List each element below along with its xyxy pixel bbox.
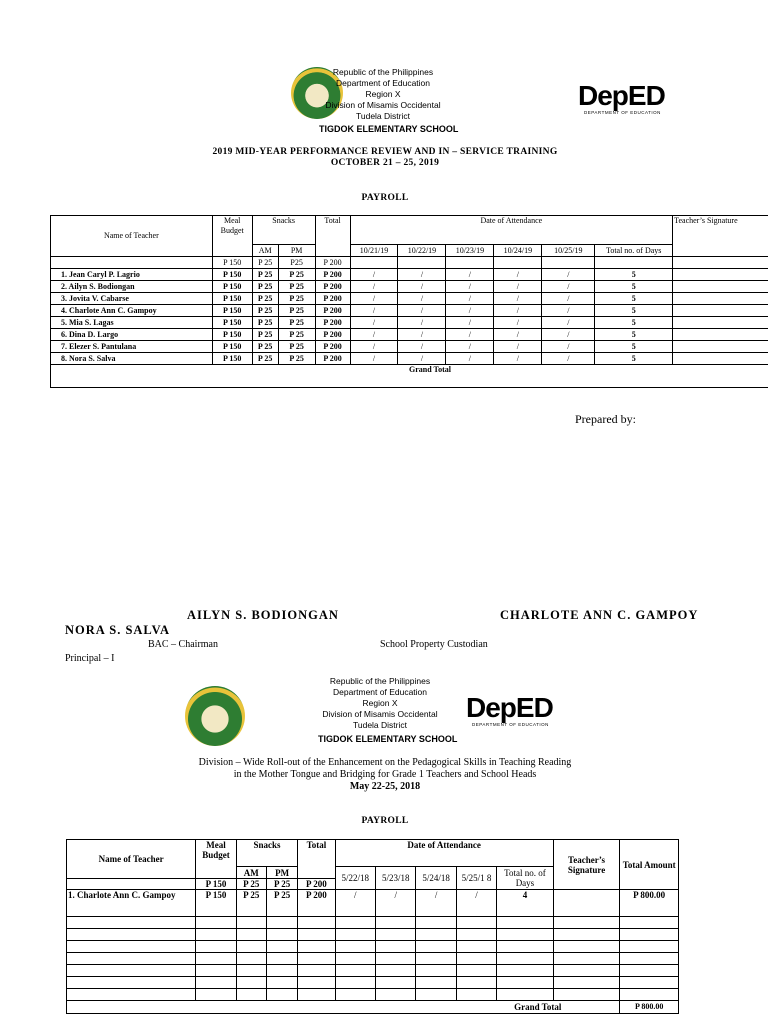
grand-total-amount: P 800.00 bbox=[620, 1001, 679, 1014]
empty-cell bbox=[298, 977, 335, 989]
attendance-mark: / bbox=[398, 317, 446, 329]
am-value: P 25 bbox=[252, 317, 278, 329]
empty-cell bbox=[456, 929, 496, 941]
signature-cell bbox=[673, 293, 768, 305]
signature-cell bbox=[673, 341, 768, 353]
empty-cell bbox=[67, 977, 196, 989]
attendance-mark: / bbox=[494, 353, 542, 365]
deped-logo-text: DepED bbox=[578, 80, 665, 111]
header-line: Tudela District bbox=[355, 111, 410, 121]
signatory-role-2: School Property Custodian bbox=[380, 639, 488, 650]
rate-meal: P 150 bbox=[212, 257, 252, 269]
empty-cell bbox=[376, 977, 416, 989]
header-line: Department of Education bbox=[335, 78, 431, 88]
total-value: P 200 bbox=[315, 329, 350, 341]
table-row bbox=[67, 890, 679, 917]
pm-value: P 25 bbox=[278, 281, 315, 293]
empty-cell bbox=[620, 917, 679, 929]
am-value: P 25 bbox=[252, 329, 278, 341]
empty-cell bbox=[620, 965, 679, 977]
days-value: 5 bbox=[595, 329, 673, 341]
school-name-2: TIGDOK ELEMENTARY SCHOOL bbox=[318, 734, 458, 744]
signature-cell bbox=[673, 329, 768, 341]
empty-cell bbox=[298, 917, 335, 929]
empty-cell bbox=[236, 989, 266, 1001]
table-row bbox=[51, 269, 768, 281]
am-value: P 25 bbox=[252, 353, 278, 365]
attendance-mark: / bbox=[398, 305, 446, 317]
payroll-table-1 bbox=[50, 215, 768, 388]
header-line: Division of Misamis Occidental bbox=[325, 100, 441, 110]
rate-meal: P 150 bbox=[196, 879, 236, 890]
empty-cell bbox=[497, 977, 554, 989]
days-value: 5 bbox=[595, 281, 673, 293]
empty-cell bbox=[620, 953, 679, 965]
attendance-mark: / bbox=[350, 341, 398, 353]
signature-cell bbox=[673, 281, 768, 293]
days-value: 5 bbox=[595, 341, 673, 353]
attendance-mark: / bbox=[446, 305, 494, 317]
school-seal-icon bbox=[185, 686, 245, 746]
teacher-name: 6. Dina D. Largo bbox=[51, 329, 213, 341]
attendance-mark: / bbox=[350, 281, 398, 293]
days-value: 4 bbox=[497, 890, 554, 917]
meal-value: P 150 bbox=[196, 890, 236, 917]
empty-cell bbox=[266, 941, 297, 953]
empty-cell bbox=[553, 929, 620, 941]
prepared-by: Prepared by: bbox=[575, 412, 636, 426]
pm-value: P 25 bbox=[278, 353, 315, 365]
attendance-mark: / bbox=[398, 281, 446, 293]
table-row bbox=[51, 317, 768, 329]
attendance-mark: / bbox=[542, 341, 595, 353]
rate-am: P 25 bbox=[252, 257, 278, 269]
empty-cell bbox=[236, 953, 266, 965]
signatory-role-3: Principal – I bbox=[65, 653, 115, 664]
header-line: Republic of the Philippines bbox=[332, 67, 434, 77]
empty-cell bbox=[620, 929, 679, 941]
empty-cell bbox=[67, 965, 196, 977]
doc1-title: 2019 MID-YEAR PERFORMANCE REVIEW AND IN – SERVICE TRAINING bbox=[212, 147, 558, 157]
doc1-date: OCTOBER 21 – 25, 2019 bbox=[330, 158, 440, 168]
empty-rows bbox=[67, 917, 679, 1001]
attendance-mark: / bbox=[446, 353, 494, 365]
empty-cell bbox=[416, 965, 456, 977]
col-header-total: Total bbox=[298, 840, 335, 879]
pm-value: P 25 bbox=[278, 305, 315, 317]
attendance-mark: / bbox=[350, 329, 398, 341]
attendance-mark: / bbox=[446, 317, 494, 329]
total-days-header: Total no. of Days bbox=[497, 867, 554, 890]
total-value: P 200 bbox=[315, 281, 350, 293]
empty-cell bbox=[553, 941, 620, 953]
table-row bbox=[51, 281, 768, 293]
col-header-signature: Teacher’s Signature bbox=[553, 840, 620, 890]
pm-value: P 25 bbox=[278, 341, 315, 353]
header-line: Region X bbox=[362, 698, 398, 708]
empty-cell bbox=[376, 989, 416, 1001]
empty-cell bbox=[67, 989, 196, 1001]
empty-cell bbox=[497, 953, 554, 965]
days-value: 5 bbox=[595, 305, 673, 317]
doc2-title-1: Division – Wide Roll-out of the Enhancement on the Pedagogical Skills in Teaching Reading bbox=[198, 757, 572, 768]
empty-cell bbox=[236, 977, 266, 989]
total-value: P 200 bbox=[298, 890, 335, 917]
deped-logo-subtitle: DEPARTMENT OF EDUCATION bbox=[472, 722, 549, 727]
col-header-meal: Meal Budget bbox=[196, 840, 236, 879]
am-value: P 25 bbox=[252, 281, 278, 293]
header-block bbox=[318, 67, 448, 122]
signatory-role-1: BAC – Chairman bbox=[148, 639, 218, 650]
attendance-mark: / bbox=[350, 293, 398, 305]
signature-cell bbox=[673, 305, 768, 317]
col-header-total-amount: Total Amount bbox=[620, 840, 679, 890]
attendance-mark: / bbox=[542, 329, 595, 341]
meal-value: P 150 bbox=[212, 329, 252, 341]
signature-cell bbox=[673, 353, 768, 365]
attendance-mark: / bbox=[542, 317, 595, 329]
attendance-mark: / bbox=[494, 281, 542, 293]
meal-value: P 150 bbox=[212, 353, 252, 365]
col-header-pm: PM bbox=[278, 245, 315, 257]
col-header-am: AM bbox=[252, 245, 278, 257]
attendance-mark: / bbox=[350, 317, 398, 329]
attendance-mark: / bbox=[335, 890, 375, 917]
pm-value: P 25 bbox=[266, 890, 297, 917]
date-header: 10/22/19 bbox=[398, 245, 446, 257]
empty-cell bbox=[456, 989, 496, 1001]
empty-row bbox=[67, 941, 679, 953]
date-header: 10/23/19 bbox=[446, 245, 494, 257]
table-row bbox=[51, 341, 768, 353]
deped-logo-text: DepED bbox=[466, 692, 553, 723]
attendance-mark: / bbox=[398, 353, 446, 365]
empty-cell bbox=[456, 917, 496, 929]
empty-cell bbox=[298, 929, 335, 941]
col-header-attendance: Date of Attendance bbox=[350, 216, 673, 245]
empty-row bbox=[67, 953, 679, 965]
pm-value: P 25 bbox=[278, 269, 315, 281]
empty-cell bbox=[553, 953, 620, 965]
doc2-date: May 22-25, 2018 bbox=[349, 781, 421, 792]
empty-row bbox=[67, 929, 679, 941]
empty-cell bbox=[335, 917, 375, 929]
teacher-name: 2. Ailyn S. Bodiongan bbox=[51, 281, 213, 293]
teacher-name: 7. Elezer S. Pantulana bbox=[51, 341, 213, 353]
empty-cell bbox=[196, 917, 236, 929]
meal-value: P 150 bbox=[212, 293, 252, 305]
total-days-header: Total no. of Days bbox=[595, 245, 673, 257]
empty-cell bbox=[67, 929, 196, 941]
empty-cell bbox=[416, 953, 456, 965]
pm-value: P 25 bbox=[278, 293, 315, 305]
date-header: 5/23/18 bbox=[376, 867, 416, 890]
signatory-name-1: AILYN S. BODIONGAN bbox=[187, 608, 339, 622]
grand-total-label-2: Grand Total bbox=[67, 1001, 620, 1014]
empty-cell bbox=[196, 977, 236, 989]
empty-cell bbox=[376, 953, 416, 965]
attendance-mark: / bbox=[398, 269, 446, 281]
header-line: Region X bbox=[365, 89, 401, 99]
empty-cell bbox=[335, 977, 375, 989]
attendance-mark: / bbox=[376, 890, 416, 917]
rate-pm: P25 bbox=[278, 257, 315, 269]
empty-cell bbox=[236, 941, 266, 953]
attendance-mark: / bbox=[446, 341, 494, 353]
empty-cell bbox=[456, 953, 496, 965]
empty-cell bbox=[456, 977, 496, 989]
empty-cell bbox=[376, 929, 416, 941]
empty-cell bbox=[416, 929, 456, 941]
empty-cell bbox=[553, 917, 620, 929]
empty-cell bbox=[196, 953, 236, 965]
empty-cell bbox=[196, 941, 236, 953]
table-body bbox=[51, 269, 768, 365]
attendance-mark: / bbox=[446, 269, 494, 281]
am-value: P 25 bbox=[252, 341, 278, 353]
days-value: 5 bbox=[595, 293, 673, 305]
empty-cell bbox=[335, 965, 375, 977]
pm-value: P 25 bbox=[278, 317, 315, 329]
attendance-mark: / bbox=[494, 269, 542, 281]
grand-total-row bbox=[51, 365, 768, 388]
days-value: 5 bbox=[595, 317, 673, 329]
empty-cell bbox=[266, 989, 297, 1001]
empty-cell bbox=[266, 977, 297, 989]
rate-am: P 25 bbox=[236, 879, 266, 890]
empty-cell bbox=[335, 989, 375, 1001]
pm-value: P 25 bbox=[278, 329, 315, 341]
attendance-mark: / bbox=[446, 293, 494, 305]
empty-cell bbox=[266, 917, 297, 929]
rate-total: P 200 bbox=[315, 257, 350, 269]
attendance-mark: / bbox=[542, 305, 595, 317]
school-name: TIGDOK ELEMENTARY SCHOOL bbox=[319, 124, 459, 134]
empty-cell bbox=[497, 929, 554, 941]
empty-cell bbox=[67, 941, 196, 953]
col-header-am: AM bbox=[236, 867, 266, 879]
total-value: P 200 bbox=[315, 269, 350, 281]
header-block-2 bbox=[315, 676, 445, 731]
attendance-mark: / bbox=[350, 269, 398, 281]
total-value: P 200 bbox=[315, 317, 350, 329]
empty-cell bbox=[196, 965, 236, 977]
header-line: Tudela District bbox=[352, 720, 407, 730]
empty-cell bbox=[266, 965, 297, 977]
doc2-payroll-label: PAYROLL bbox=[361, 816, 409, 826]
col-header-name: Name of Teacher bbox=[51, 216, 213, 257]
attendance-mark: / bbox=[446, 329, 494, 341]
rate-pm: P 25 bbox=[266, 879, 297, 890]
empty-cell bbox=[620, 989, 679, 1001]
date-header: 10/24/19 bbox=[494, 245, 542, 257]
empty-cell bbox=[416, 917, 456, 929]
empty-cell bbox=[376, 917, 416, 929]
am-value: P 25 bbox=[252, 269, 278, 281]
col-header-snacks: Snacks bbox=[252, 216, 315, 245]
attendance-mark: / bbox=[494, 293, 542, 305]
empty-cell bbox=[236, 965, 266, 977]
empty-row bbox=[67, 977, 679, 989]
am-value: P 25 bbox=[252, 293, 278, 305]
attendance-mark: / bbox=[494, 305, 542, 317]
col-header-attendance: Date of Attendance bbox=[335, 840, 553, 867]
col-header-meal: Meal Budget bbox=[212, 216, 252, 257]
amount-value: P 800.00 bbox=[620, 890, 679, 917]
teacher-name: 4. Charlote Ann C. Gampoy bbox=[51, 305, 213, 317]
attendance-mark: / bbox=[446, 281, 494, 293]
empty-cell bbox=[456, 965, 496, 977]
deped-logo-2 bbox=[466, 692, 556, 727]
signatory-name-3: NORA S. SALVA bbox=[65, 623, 171, 637]
total-value: P 200 bbox=[315, 305, 350, 317]
deped-logo-subtitle: DEPARTMENT OF EDUCATION bbox=[584, 110, 661, 115]
attendance-mark: / bbox=[398, 341, 446, 353]
attendance-mark: / bbox=[350, 353, 398, 365]
signature-cell bbox=[673, 317, 768, 329]
empty-cell bbox=[335, 929, 375, 941]
empty-cell bbox=[620, 977, 679, 989]
payroll-table-2 bbox=[66, 839, 679, 1014]
am-value: P 25 bbox=[252, 305, 278, 317]
attendance-mark: / bbox=[416, 890, 456, 917]
attendance-mark: / bbox=[494, 329, 542, 341]
grand-total-row-2 bbox=[67, 1001, 679, 1014]
empty-cell bbox=[620, 941, 679, 953]
teacher-name: 5. Mia S. Lagas bbox=[51, 317, 213, 329]
deped-logo bbox=[578, 80, 668, 115]
empty-cell bbox=[553, 965, 620, 977]
table-row bbox=[51, 329, 768, 341]
meal-value: P 150 bbox=[212, 305, 252, 317]
table-row bbox=[51, 293, 768, 305]
doc2-title-2: in the Mother Tongue and Bridging for Grade 1 Teachers and School Heads bbox=[233, 769, 537, 780]
attendance-mark: / bbox=[542, 269, 595, 281]
empty-cell bbox=[497, 989, 554, 1001]
signature-cell bbox=[673, 269, 768, 281]
signatory-name-2: CHARLOTE ANN C. GAMPOY bbox=[500, 608, 699, 622]
attendance-mark: / bbox=[542, 353, 595, 365]
empty-cell bbox=[553, 977, 620, 989]
attendance-mark: / bbox=[542, 281, 595, 293]
total-value: P 200 bbox=[315, 353, 350, 365]
empty-cell bbox=[196, 989, 236, 1001]
attendance-mark: / bbox=[542, 293, 595, 305]
date-header: 5/25/1 8 bbox=[456, 867, 496, 890]
col-header-name: Name of Teacher bbox=[67, 840, 196, 879]
rates-row bbox=[51, 257, 768, 269]
teacher-name: 1. Jean Caryl P. Lagrio bbox=[51, 269, 213, 281]
header-line: Department of Education bbox=[332, 687, 428, 697]
empty-cell bbox=[456, 941, 496, 953]
am-value: P 25 bbox=[236, 890, 266, 917]
empty-cell bbox=[376, 941, 416, 953]
date-header: 5/22/18 bbox=[335, 867, 375, 890]
grand-total-label: Grand Total bbox=[51, 365, 768, 388]
attendance-mark: / bbox=[456, 890, 496, 917]
empty-cell bbox=[497, 965, 554, 977]
col-header-total: Total bbox=[315, 216, 350, 257]
empty-cell bbox=[416, 941, 456, 953]
attendance-mark: / bbox=[494, 317, 542, 329]
empty-cell bbox=[298, 989, 335, 1001]
empty-cell bbox=[196, 929, 236, 941]
teacher-name: 1. Charlote Ann C. Gampoy bbox=[67, 890, 196, 917]
empty-cell bbox=[298, 965, 335, 977]
meal-value: P 150 bbox=[212, 341, 252, 353]
table-row bbox=[51, 353, 768, 365]
empty-cell bbox=[416, 989, 456, 1001]
teacher-name: 3. Jovita V. Cabarse bbox=[51, 293, 213, 305]
empty-cell bbox=[266, 929, 297, 941]
col-header-signature: Teacher’s Signature bbox=[673, 216, 768, 257]
empty-row bbox=[67, 917, 679, 929]
meal-value: P 150 bbox=[212, 269, 252, 281]
empty-row bbox=[67, 989, 679, 1001]
empty-cell bbox=[298, 941, 335, 953]
empty-cell bbox=[236, 917, 266, 929]
table2-header-row bbox=[67, 840, 679, 867]
date-header: 10/21/19 bbox=[350, 245, 398, 257]
empty-cell bbox=[497, 941, 554, 953]
header-line: Republic of the Philippines bbox=[329, 676, 431, 686]
attendance-mark: / bbox=[494, 341, 542, 353]
empty-cell bbox=[266, 953, 297, 965]
days-value: 5 bbox=[595, 269, 673, 281]
table-header-row bbox=[51, 216, 768, 245]
header-line: Division of Misamis Occidental bbox=[322, 709, 438, 719]
date-header: 10/25/19 bbox=[542, 245, 595, 257]
table-row bbox=[51, 305, 768, 317]
teacher-name: 8. Nora S. Salva bbox=[51, 353, 213, 365]
meal-value: P 150 bbox=[212, 317, 252, 329]
col-header-snacks: Snacks bbox=[236, 840, 298, 867]
attendance-mark: / bbox=[398, 329, 446, 341]
doc1-payroll-label: PAYROLL bbox=[361, 193, 409, 203]
empty-cell bbox=[335, 941, 375, 953]
empty-cell bbox=[298, 953, 335, 965]
empty-cell bbox=[376, 965, 416, 977]
rate-total: P 200 bbox=[298, 879, 335, 890]
date-header: 5/24/18 bbox=[416, 867, 456, 890]
attendance-mark: / bbox=[350, 305, 398, 317]
days-value: 5 bbox=[595, 353, 673, 365]
empty-cell bbox=[553, 989, 620, 1001]
col-header-pm: PM bbox=[266, 867, 297, 879]
total-value: P 200 bbox=[315, 293, 350, 305]
empty-cell bbox=[67, 917, 196, 929]
meal-value: P 150 bbox=[212, 281, 252, 293]
empty-cell bbox=[335, 953, 375, 965]
total-value: P 200 bbox=[315, 341, 350, 353]
empty-cell bbox=[497, 917, 554, 929]
empty-cell bbox=[236, 929, 266, 941]
attendance-mark: / bbox=[398, 293, 446, 305]
empty-row bbox=[67, 965, 679, 977]
empty-cell bbox=[67, 953, 196, 965]
empty-cell bbox=[416, 977, 456, 989]
